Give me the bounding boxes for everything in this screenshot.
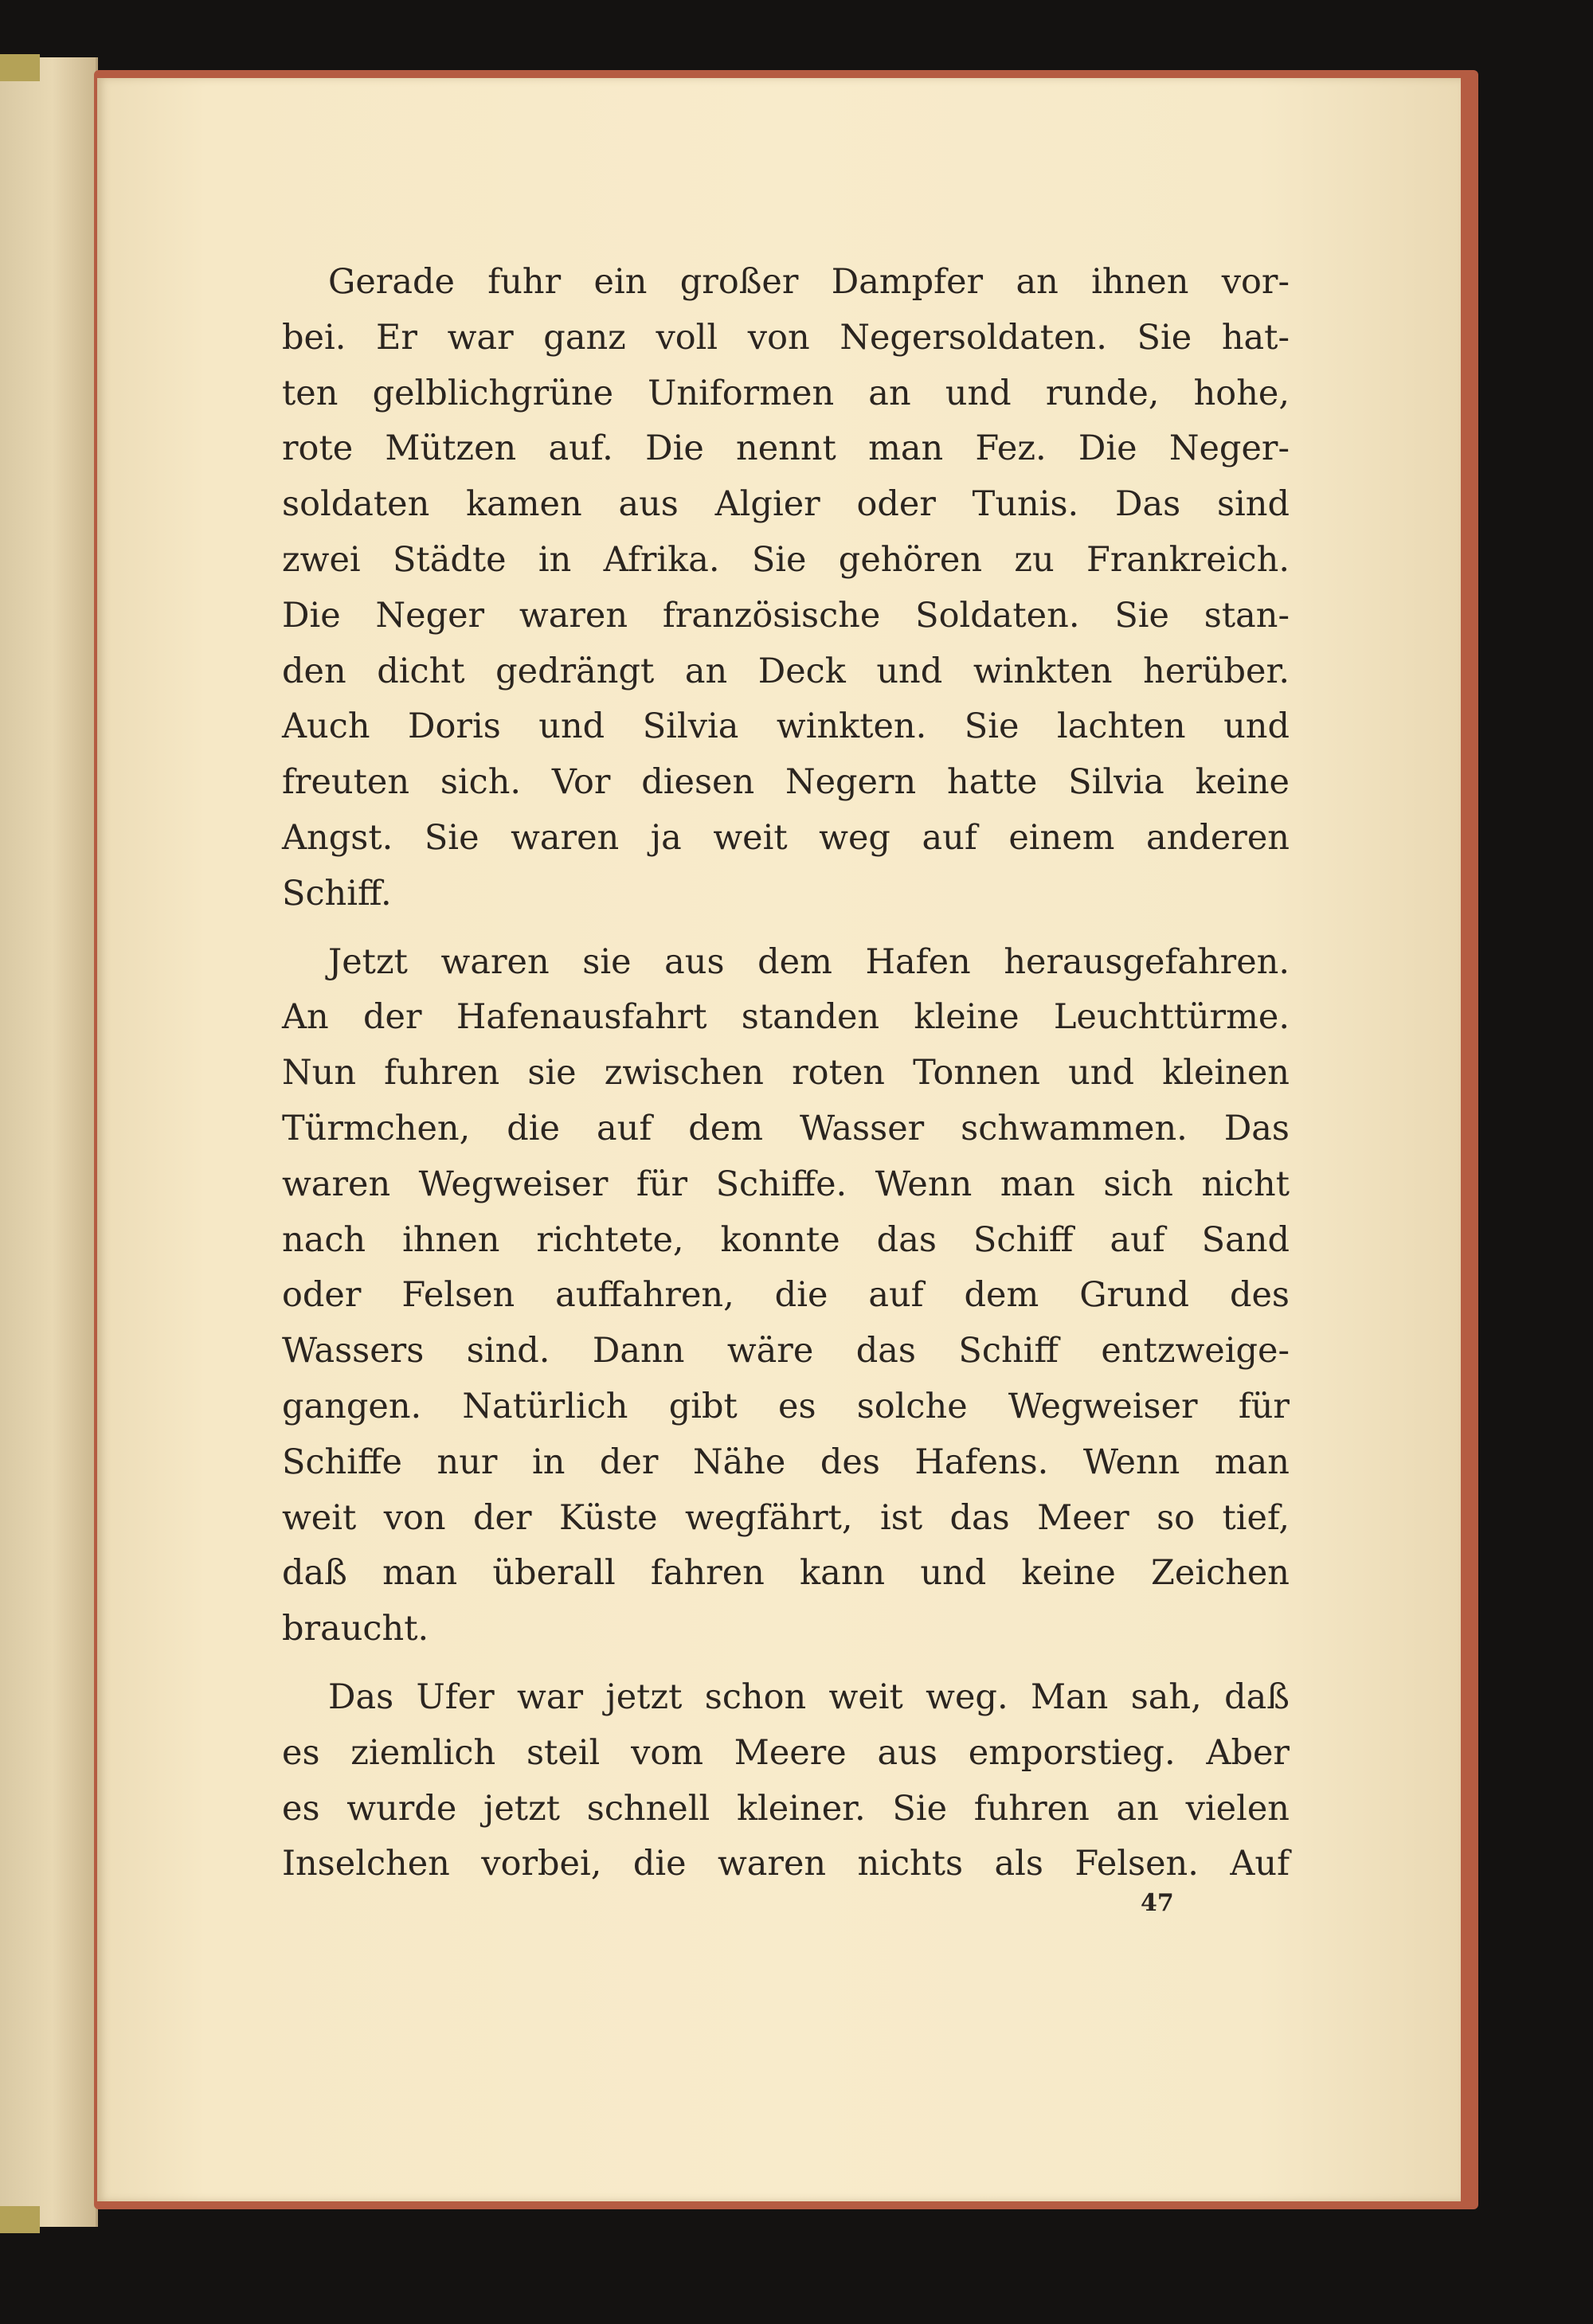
binding-tab-bottom	[0, 2206, 40, 2233]
text-line: den dicht gedrängt an Deck und winkten herüber.	[282, 651, 1290, 691]
paragraph-2	[282, 935, 1290, 1657]
text-line: es wurde jetzt schnell kleiner. Sie fuhren an vielen	[282, 1788, 1290, 1829]
text-line: waren Wegweiser für Schiffe. Wenn man sich nicht	[282, 1164, 1290, 1204]
text-line: Schiffe nur in der Nähe des Hafens. Wenn man	[282, 1442, 1290, 1482]
text-line: es ziemlich steil vom Meere aus emporstieg. Aber	[282, 1732, 1290, 1773]
page-number: 47	[1141, 1889, 1174, 1917]
text-line: Türmchen, die auf dem Wasser schwammen. Das	[282, 1108, 1290, 1148]
text-line: Inselchen vorbei, die waren nichts als Felsen. Auf	[282, 1844, 1290, 1884]
text-line: freuten sich. Vor diesen Negern hatte Silvia keine	[282, 762, 1290, 803]
binding-tab-top	[0, 54, 40, 81]
text-line: Angst. Sie waren ja weit weg auf einem anderen	[282, 817, 1290, 858]
text-line: braucht.	[282, 1609, 429, 1649]
text-line: Wassers sind. Dann wäre das Schiff entzweige-	[282, 1331, 1290, 1371]
text-line: nach ihnen richtete, konnte das Schiff auf Sand	[282, 1219, 1290, 1260]
text-line: bei. Er war ganz voll von Negersoldaten. Sie hat-	[282, 317, 1290, 358]
text-line: Jetzt waren sie aus dem Hafen herausgefahren.	[328, 941, 1290, 982]
text-line: gangen. Natürlich gibt es solche Wegweiser für	[282, 1386, 1290, 1426]
paragraph-1	[282, 255, 1290, 922]
text-line: zwei Städte in Afrika. Sie gehören zu Frankreich.	[282, 539, 1290, 580]
paragraph-3	[282, 1670, 1290, 1892]
text-line: rote Mützen auf. Die nennt man Fez. Die Neger-	[282, 428, 1290, 469]
text-line: Die Neger waren französische Soldaten. Sie stan-	[282, 595, 1290, 636]
text-line: An der Hafenausfahrt standen kleine Leuchttürme.	[282, 997, 1290, 1038]
text-line: Gerade fuhr ein großer Dampfer an ihnen vor-	[328, 262, 1290, 302]
text-line: oder Felsen auffahren, die auf dem Grund des	[282, 1275, 1290, 1316]
text-line: Schiff.	[282, 873, 392, 914]
text-line: daß man überall fahren kann und keine Zeichen	[282, 1553, 1290, 1594]
text-line: weit von der Küste wegfährt, ist das Meer so tief,	[282, 1497, 1290, 1538]
adjacent-page-edge	[0, 57, 98, 2227]
text-line: Auch Doris und Silvia winkten. Sie lachten und	[282, 706, 1290, 747]
text-line: Das Ufer war jetzt schon weit weg. Man sah, daß	[328, 1676, 1290, 1717]
body-text	[282, 255, 1290, 1892]
text-line: soldaten kamen aus Algier oder Tunis. Das sind	[282, 484, 1290, 525]
book-page	[97, 78, 1461, 2201]
text-line: ten gelblichgrüne Uniformen an und runde, hohe,	[282, 373, 1290, 413]
text-line: Nun fuhren sie zwischen roten Tonnen und kleinen	[282, 1053, 1290, 1094]
